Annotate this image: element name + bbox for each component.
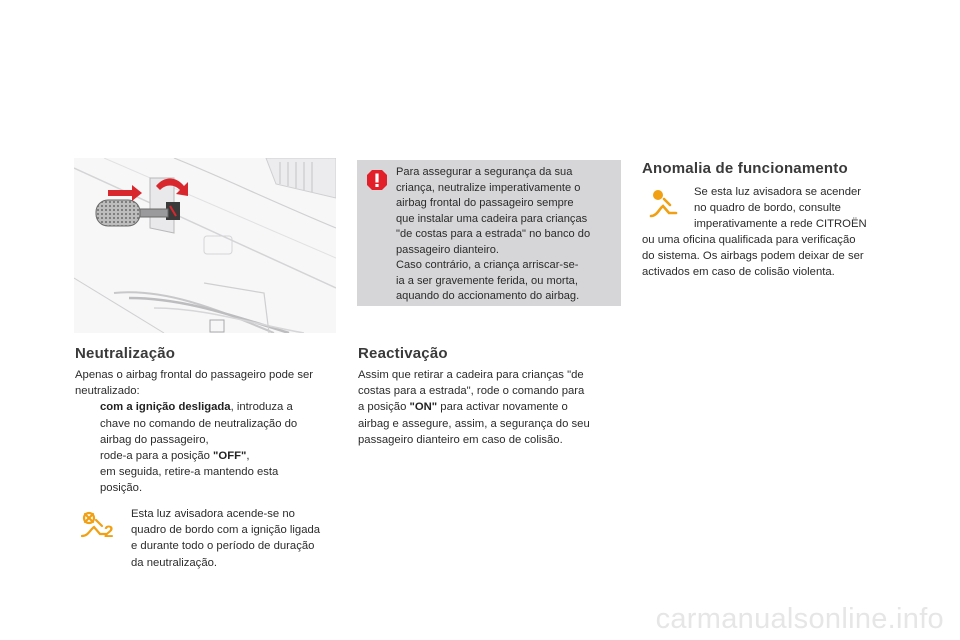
anomalia-title: Anomalia de funcionamento [642, 160, 848, 177]
bullet-text: , introduza a [230, 401, 293, 414]
bullet-item [75, 448, 345, 464]
anomalia-indent-text: Se esta luz avisadora se acender no quadro de bordo, consulte imperativamente a rede CITROËN [694, 186, 867, 231]
warning-text: Para assegurar a segurança da sua criança, neutralize imperativamente o airbag frontal do passageiro sempre que instalar uma cadeira para crianças "de costas para a estrada" no banco do passageiro dianteiro. Caso contrário, a criança arriscar-se- ia a ser gravemente ferida, ou morta, aquando do accionamento do airbag. [396, 166, 591, 302]
neutralizacao-body [75, 367, 345, 497]
reactivacao-title: Reactivação [358, 345, 448, 362]
indicator-description: Esta luz avisadora acende-se no quadro de bordo com a ignição ligada e durante todo o período de duração da neutralização. [131, 508, 321, 569]
intro-line: neutralizado: [75, 385, 140, 398]
intro-line: Apenas o airbag frontal do passageiro pode ser [75, 369, 314, 381]
exclamation-warning-icon [366, 169, 388, 191]
watermark: carmanualsonline.info [655, 603, 944, 635]
warning-box [357, 160, 621, 306]
neutralizacao-title: Neutralização [75, 345, 176, 362]
bullet-item [75, 464, 345, 496]
airbag-key-switch-illustration [74, 158, 336, 333]
bullet-text: rode-a para a posição [100, 450, 214, 463]
indicator-number: 2 [104, 522, 114, 541]
airbag-off-indicator-icon [78, 510, 118, 544]
bullet-cont: posição. [100, 482, 143, 495]
bullet-item [75, 399, 345, 448]
bullet-bold: com a ignição desligada [100, 401, 231, 414]
reactivacao-body: Assim que retirar a cadeira para crianças "de costas para a estrada", rode o comando para a posição "ON" para activar novamente o airbag e assegure, assim, a segurança do seu passageiro dianteiro em caso de colisão. [358, 369, 590, 446]
airbag-warning-icon [648, 188, 680, 220]
bullet-text: , [246, 450, 250, 463]
airbag-switch-illustration [74, 158, 336, 333]
anomalia-full-text: ou uma oficina qualificada para verificação do sistema. Os airbags podem deixar de ser activados em caso de colisão violenta. [642, 234, 864, 279]
bullet-cont: chave no comando de neutralização do [100, 417, 298, 430]
bullet-cont: airbag do passageiro, [100, 433, 209, 446]
bullet-bold: "OFF" [213, 450, 247, 463]
bullet-text: em seguida, retire-a mantendo esta [100, 466, 279, 479]
